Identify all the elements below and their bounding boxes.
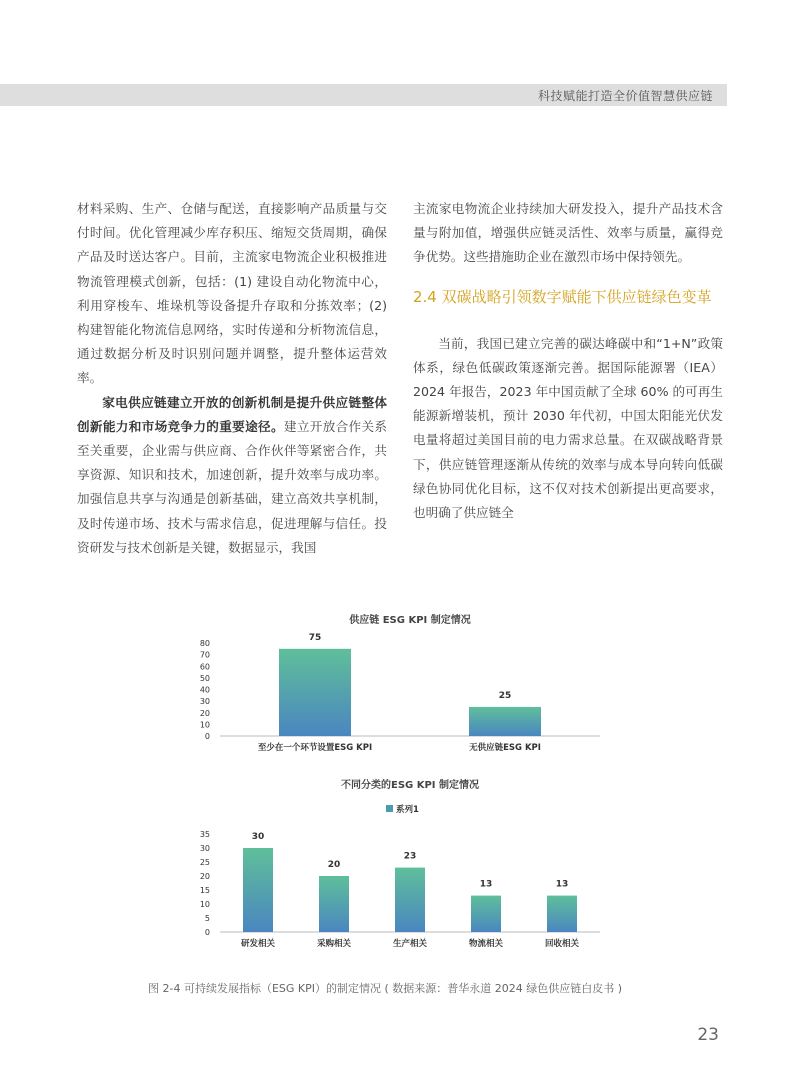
right-paragraph-1: 主流家电物流企业持续加大研发投入，提升产品技术含量与附加值，增强供应链灵活性、效率与质量，赢得竞争优势。这些措施助企业在激烈市场中保持领先。 [413, 201, 723, 265]
header-band [0, 84, 727, 106]
bar [243, 848, 273, 932]
y-tick-label: 80 [199, 639, 210, 648]
x-category-label: 物流相关 [468, 939, 504, 949]
left-paragraph-2-rest: 建立开放合作关系至关重要，企业需与供应商、合作伙伴等紧密合作，共享资源、知识和技术，加速创新，提升效率与成功率。加强信息共享与沟通是创新基础，建立高效共享机制，及时传递市场、技术与需求信息，促进理解与信任。投资研发与技术创新是关键，数据显示，我国 [77, 418, 388, 555]
legend-swatch [386, 805, 393, 812]
y-tick-label: 50 [199, 673, 210, 683]
y-tick-label: 5 [204, 914, 210, 923]
page-number: 23 [697, 1025, 719, 1045]
bar [395, 868, 425, 932]
right-column [413, 197, 723, 525]
y-tick-label: 15 [199, 886, 210, 895]
y-tick-label: 0 [204, 732, 210, 741]
section-title: 2.4 双碳战略引领数字赋能下供应链绿色变革 [413, 287, 712, 306]
bar [469, 707, 541, 736]
y-tick-label: 40 [199, 685, 210, 695]
data-label: 30 [251, 832, 265, 842]
data-label: 75 [308, 632, 322, 643]
y-tick-label: 20 [199, 708, 210, 718]
x-category-label: 无供应链ESG KPI [469, 743, 541, 753]
bar [279, 649, 351, 736]
y-tick-label: 35 [199, 830, 210, 839]
bar [471, 896, 501, 932]
data-label: 25 [498, 690, 512, 701]
right-paragraph-2: 当前，我国已建立完善的碳达峰碳中和“1+N”政策体系，绿色低碳政策逐渐完善。据国际能源署（IEA）2024 年报告，2023 年中国贡献了全球 60% 的可再生能源新增装机，预计 2030 年代初，中国太阳能光伏发电量将超过美国目前的电力需求总量。在双碳战略背景下，供应链管理逐渐从传统的效率与成本导向转向低碳绿色协同优化目标，这不仅对技术创新提出更高要求，也明确了供应链全 [413, 335, 723, 521]
bar [319, 876, 349, 932]
data-label: 20 [327, 860, 341, 870]
x-category-label: 生产相关 [392, 939, 428, 949]
y-tick-label: 10 [199, 720, 210, 730]
chart-esg-kpi [190, 608, 610, 758]
x-category-label: 回收相关 [544, 939, 580, 949]
y-tick-label: 70 [199, 650, 210, 660]
x-category-label: 至少在一个环节设置ESG KPI [257, 743, 373, 753]
bar [547, 896, 577, 932]
y-tick-label: 0 [204, 928, 210, 937]
y-tick-label: 30 [199, 697, 210, 707]
figure-caption: 图 2-4 可持续发展指标（ESG KPI）的制定情况 ( 数据来源：普华永道 2024 绿色供应链白皮书 ) [148, 982, 623, 995]
left-paragraph-2-bold: 家电供应链建立开放的创新机制是提升供应链整体创新能力和市场竞争力的重要途径。 [77, 394, 387, 434]
data-label: 13 [555, 879, 569, 890]
y-tick-label: 60 [199, 662, 210, 672]
chart-title: 不同分类的ESG KPI 制定情况 [340, 780, 480, 791]
y-tick-label: 30 [199, 844, 210, 853]
chart-esg-kpi-categories [190, 775, 610, 950]
left-column [77, 197, 387, 560]
left-paragraph-1: 材料采购、生产、仓储与配送，直接影响产品质量与交付时间。优化管理减少库存积压、缩短交货周期，确保产品及时送达客户。目前，主流家电物流企业积极推进物流管理模式创新，包括：(1) 建设自动化物流中心，利用穿梭车、堆垛机等设备提升存取和分拣效率；(2) 构建智能化物流信息网络，实时传递和分析物流信息，通过数据分析及时识别问题并调整，提升整体运营效率。 [77, 201, 387, 386]
x-category-label: 研发相关 [240, 939, 276, 949]
legend-label: 系列1 [396, 805, 419, 815]
chart-title: 供应链 ESG KPI 制定情况 [349, 615, 471, 626]
x-category-label: 采购相关 [316, 939, 352, 949]
left-paragraph-2 [77, 391, 387, 560]
y-tick-label: 10 [199, 900, 210, 909]
data-label: 23 [403, 851, 417, 862]
header-title: 科技赋能打造全价值智慧供应链 [537, 89, 713, 103]
y-tick-label: 25 [199, 858, 210, 867]
y-tick-label: 20 [199, 872, 210, 881]
data-label: 13 [479, 879, 493, 890]
